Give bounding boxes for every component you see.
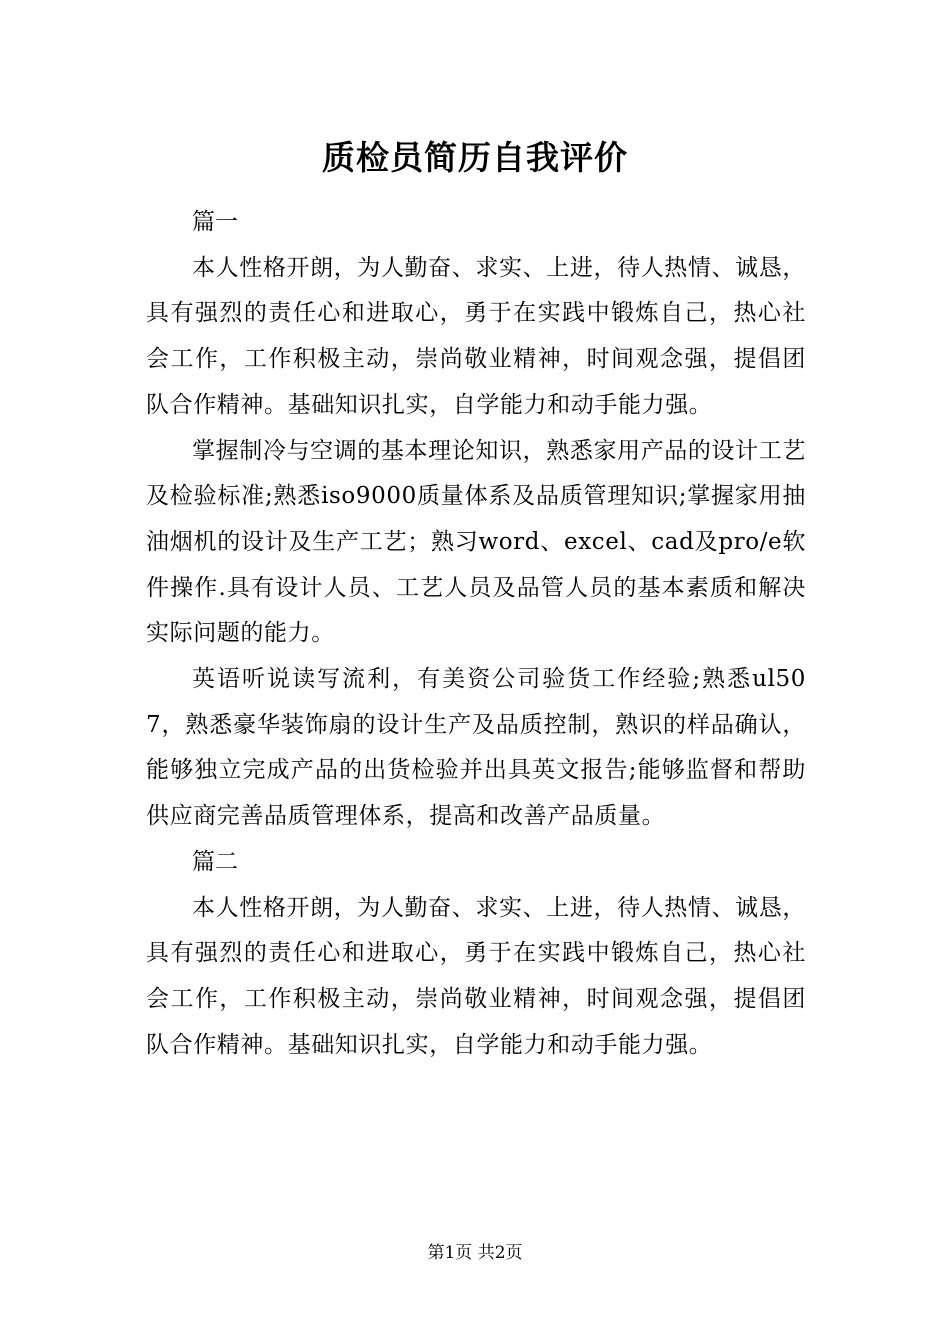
paragraph-1: 本人性格开朗，为人勤奋、求实、上进，待人热情、诚恳，具有强烈的责任心和进取心，勇于在实践中锻炼自己，热心社会工作，工作积极主动，崇尚敬业精神，时间观念强，提倡团队合作精神。基础知识扎实，自学能力和动手能力强。 bbox=[146, 254, 806, 418]
document-body bbox=[146, 200, 806, 1068]
paragraph-4: 本人性格开朗，为人勤奋、求实、上进，待人热情、诚恳，具有强烈的责任心和进取心，勇于在实践中锻炼自己，热心社会工作，工作积极主动，崇尚敬业精神，时间观念强，提倡团队合作精神。基础知识扎实，自学能力和动手能力强。 bbox=[146, 894, 806, 1058]
paragraph-3: 英语听说读写流利，有美资公司验货工作经验;熟悉ul507，熟悉豪华装饰扇的设计生产及品质控制，熟识的样品确认，能够独立完成产品的出货检验并出具英文报告;能够监督和帮助供应商完善品质管理体系，提高和改善产品质量。 bbox=[146, 666, 806, 830]
page-footer: 第1页 共2页 bbox=[427, 1243, 523, 1263]
section-heading-1: 篇一 bbox=[192, 209, 238, 235]
section-heading-2: 篇二 bbox=[192, 848, 238, 875]
document-title: 质检员简历自我评价 bbox=[322, 138, 628, 177]
paragraph-2: 掌握制冷与空调的基本理论知识，熟悉家用产品的设计工艺及检验标准;熟悉iso9000质量体系及品质管理知识;掌握家用抽油烟机的设计及生产工艺；熟习word、excel、cad及pro/e软件操作.具有设计人员、工艺人员及品管人员的基本素质和解决实际问题的能力。 bbox=[146, 437, 806, 647]
